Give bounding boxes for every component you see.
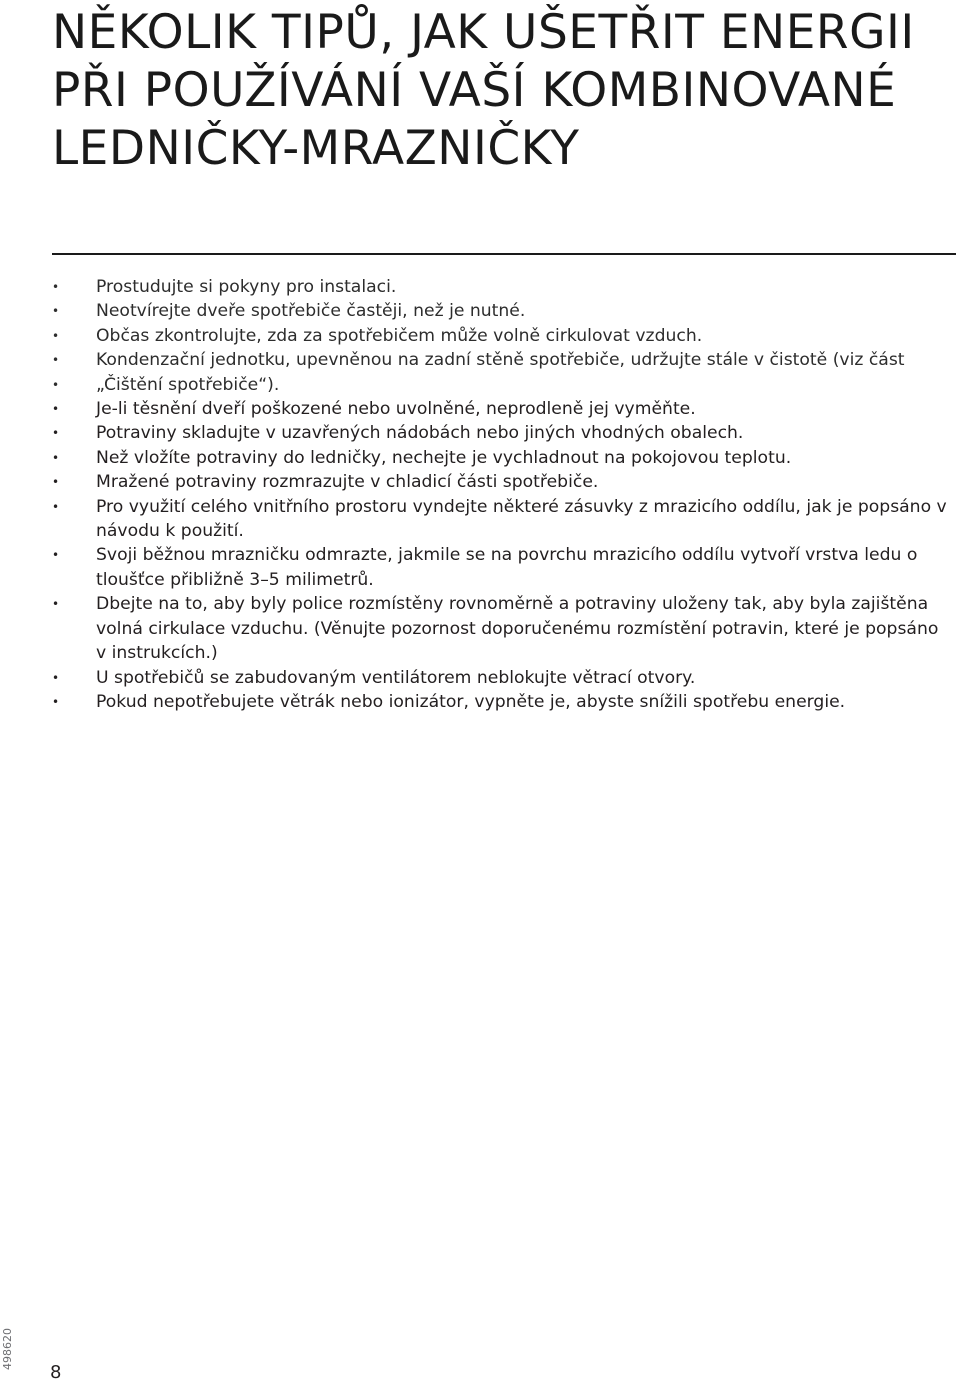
- list-item: [52, 421, 952, 445]
- tip-text: Než vložíte potraviny do ledničky, nechejte je vychladnout na pokojovou teplotu.: [96, 447, 792, 468]
- bullet-icon: •: [52, 670, 60, 685]
- bullet-icon: •: [52, 426, 60, 441]
- bullet-icon: •: [52, 377, 60, 392]
- bullet-icon: •: [52, 328, 60, 343]
- list-item: [52, 348, 952, 372]
- title-underline: [52, 253, 956, 255]
- bullet-icon: •: [52, 353, 60, 368]
- tip-text: Občas zkontrolujte, zda za spotřebičem může volně cirkulovat vzduch.: [96, 325, 703, 346]
- tip-text: Prostudujte si pokyny pro instalaci.: [96, 277, 397, 297]
- list-item: [52, 397, 952, 421]
- list-item: [52, 324, 952, 348]
- tip-text: U spotřebičů se zabudovaným ventilátorem neblokujte větrací otvory.: [96, 667, 696, 688]
- list-item: [52, 543, 952, 592]
- bullet-icon: •: [52, 548, 60, 563]
- bullet-icon: •: [52, 280, 60, 294]
- bullet-icon: •: [52, 499, 60, 514]
- bullet-icon: •: [52, 475, 60, 490]
- list-item: [52, 275, 952, 299]
- list-item: [52, 666, 952, 690]
- page-title: NĚKOLIK TIPŮ, JAK UŠETŘIT ENERGII PŘI POUŽÍVÁNÍ VAŠÍ KOMBINOVANÉ LEDNIČKY-MRAZNIČKY: [52, 5, 915, 176]
- tip-text: Potraviny skladujte v uzavřených nádobách nebo jiných vhodných obalech.: [96, 423, 744, 444]
- tip-text: Pro využití celého vnitřního prostoru vyndejte některé zásuvky z mrazicího oddílu, jak je popsáno v návodu k použití.: [96, 496, 947, 542]
- tip-text: Dbejte na to, aby byly police rozmístěny rovnoměrně a potraviny uloženy tak, aby byla zajištěna volná cirkulace vzduchu. (Věnujte pozornost doporučenému rozmístění potravin, které je popsáno v instrukcích.): [96, 594, 939, 664]
- bullet-icon: •: [52, 694, 60, 709]
- list-item: [52, 373, 952, 397]
- document-code: 498620: [1, 1328, 14, 1370]
- list-item: [52, 446, 952, 470]
- tip-text: Svoji běžnou mrazničku odmrazte, jakmile se na povrchu mrazicího oddílu vytvoří vrstva ledu o tloušťce přibližně 3–5 milimetrů.: [96, 545, 918, 590]
- tip-text: Mražené potraviny rozmrazujte v chladicí části spotřebiče.: [96, 472, 599, 493]
- list-item: [52, 470, 952, 494]
- list-item: [52, 592, 952, 665]
- bullet-icon: •: [52, 402, 60, 417]
- list-item: [52, 495, 952, 544]
- bullet-icon: •: [52, 450, 60, 465]
- tip-text: Pokud nepotřebujete větrák nebo ionizátor, vypněte je, abyste snížili spotřebu energie.: [96, 691, 846, 712]
- tip-text: Je-li těsnění dveří poškozené nebo uvolněné, neprodleně jej vyměňte.: [96, 399, 696, 420]
- tip-text: „Čištění spotřebiče“).: [96, 374, 280, 395]
- list-item: [52, 690, 952, 714]
- bullet-icon: •: [52, 304, 60, 319]
- tip-text: Kondenzační jednotku, upevněnou na zadní stěně spotřebiče, udržujte stále v čistotě (viz část: [96, 350, 905, 371]
- page-number: 8: [50, 1362, 62, 1383]
- tip-text: Neotvírejte dveře spotřebiče častěji, než je nutné.: [96, 301, 526, 322]
- bullet-icon: •: [52, 597, 60, 612]
- energy-tips-list: [52, 275, 952, 714]
- list-item: [52, 299, 952, 323]
